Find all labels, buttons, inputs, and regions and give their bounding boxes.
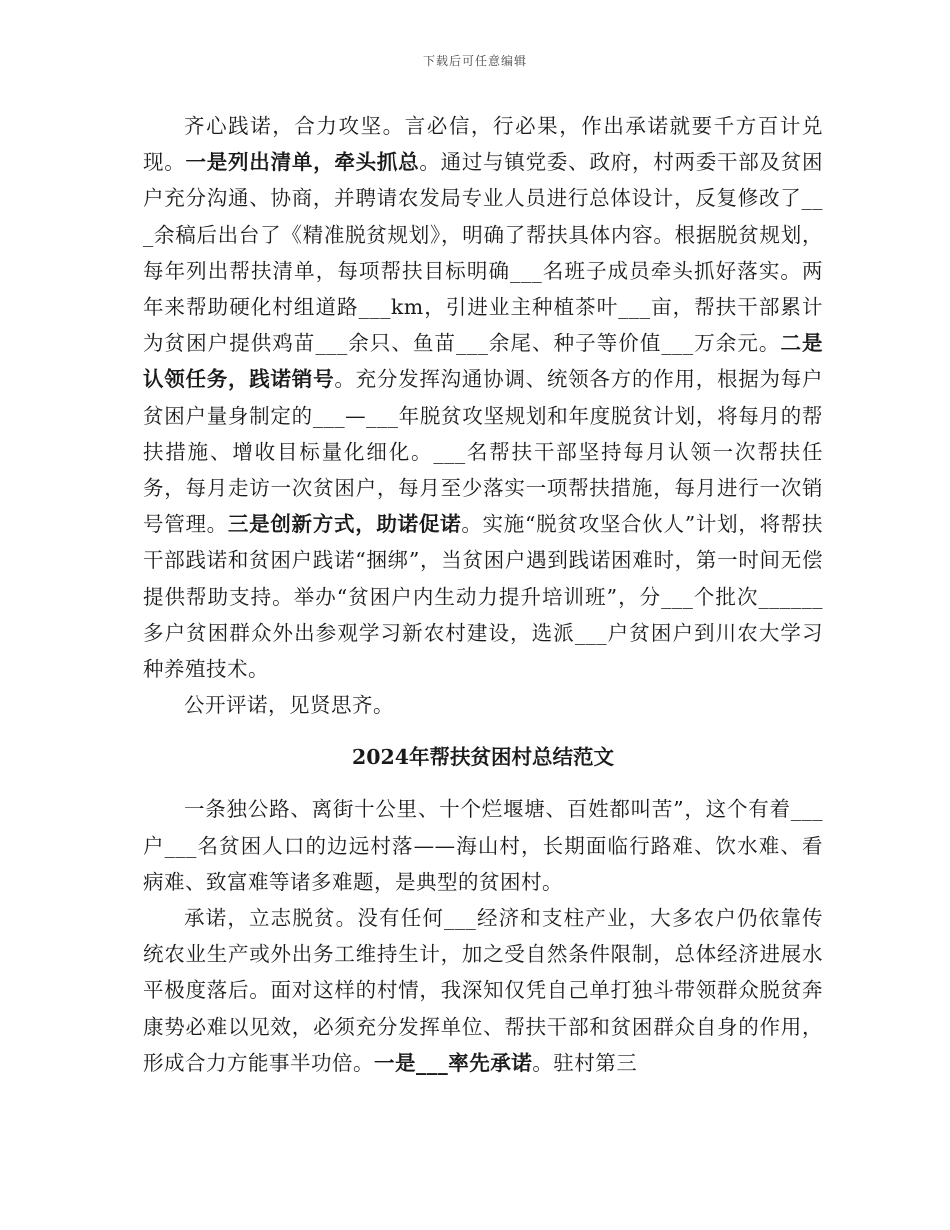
page-header: 下载后可任意编辑 [422, 54, 527, 68]
bold-heading-first-pledge: 一是___率先承诺 [374, 1050, 533, 1075]
text-run: 。驻村第三 [532, 1050, 638, 1075]
paragraph-village-intro: 一条独公路、离街十公里、十个烂堰塘、百姓都叫苦”，这个有着___户___名贫困人口的边远村落——海山村，长期面临行路难、饮水难、看病难、致富难等诸多难题，是典型的贫困村。 [143, 797, 823, 894]
document-title: 2024年帮扶贫困村总结范文 [351, 745, 615, 770]
document-body [143, 108, 823, 1081]
text-run: 。通过与镇党委、政府，村两委干部及贫困户充分沟通、协商，并聘请农发局专业人员进行总体设计，反复修改了___余稿后出台了《精准脱贫规划》，明确了帮扶具体内容。根据脱贫规划，每年列出帮扶清单，每项帮扶目标明确___名班子成员牵头抓好落实。两年来帮助硬化村组道路___km，引进业主种植茶叶___亩，帮扶干部累计为贫困户提供鸡苗___余只、鱼苗___余尾、种子等价值___万余元。 [143, 150, 824, 356]
bold-heading-innovation: 三是创新方式，助诺促诺 [227, 512, 462, 537]
bold-heading-list: 一是列出清单，牵头抓总 [185, 150, 420, 175]
text-run: 。实施“脱贫攻坚合伙人”计划，将帮扶干部践诺和贫困户践诺“捆绑”，当贫困户遇到践诺困难时，第一时间无偿提供帮助支持。举办“贫困户内生动力提升培训班”，分___个批次______多户贫困群众外出参观学习新农村建设，选派___户贫困户到川农大学习种养殖技术。 [143, 512, 824, 682]
paragraph-commitment [143, 108, 823, 687]
bold-heading-task: 二是认领任务，践诺销号 [143, 331, 824, 392]
text-run: 承诺，立志脱贫。没有任何___经济和支柱产业，大多农户仍依靠传统农业生产或外出务工维持生计，加之受自然条件限制，总体经济进展水平极度落后。面对这样的村情，我深知仅凭自己单打独斗带领群众脱贫奔康势必难以见效，必须充分发挥单位、帮扶干部和贫困群众自身的作用，形成合力方能事半功倍。 [143, 906, 823, 1075]
paragraph-pledge [143, 900, 823, 1081]
text-run: 齐心践诺，合力攻坚。言必信，行必果，作出承诺就要千方百计兑现。 [143, 114, 823, 175]
text-run: 。充分发挥沟通协调、统领各方的作用，根据为每户贫困户量身制定的___—___年脱贫攻坚规划和年度脱贫计划，将每月的帮扶措施、增收目标量化细化。___名帮扶干部坚持每月认领一次帮扶任务，每月走访一次贫困户，每月至少落实一项帮扶措施，每月进行一次销号管理。 [143, 367, 824, 537]
paragraph-public-review: 公开评诺，见贤思齐。 [184, 693, 394, 718]
